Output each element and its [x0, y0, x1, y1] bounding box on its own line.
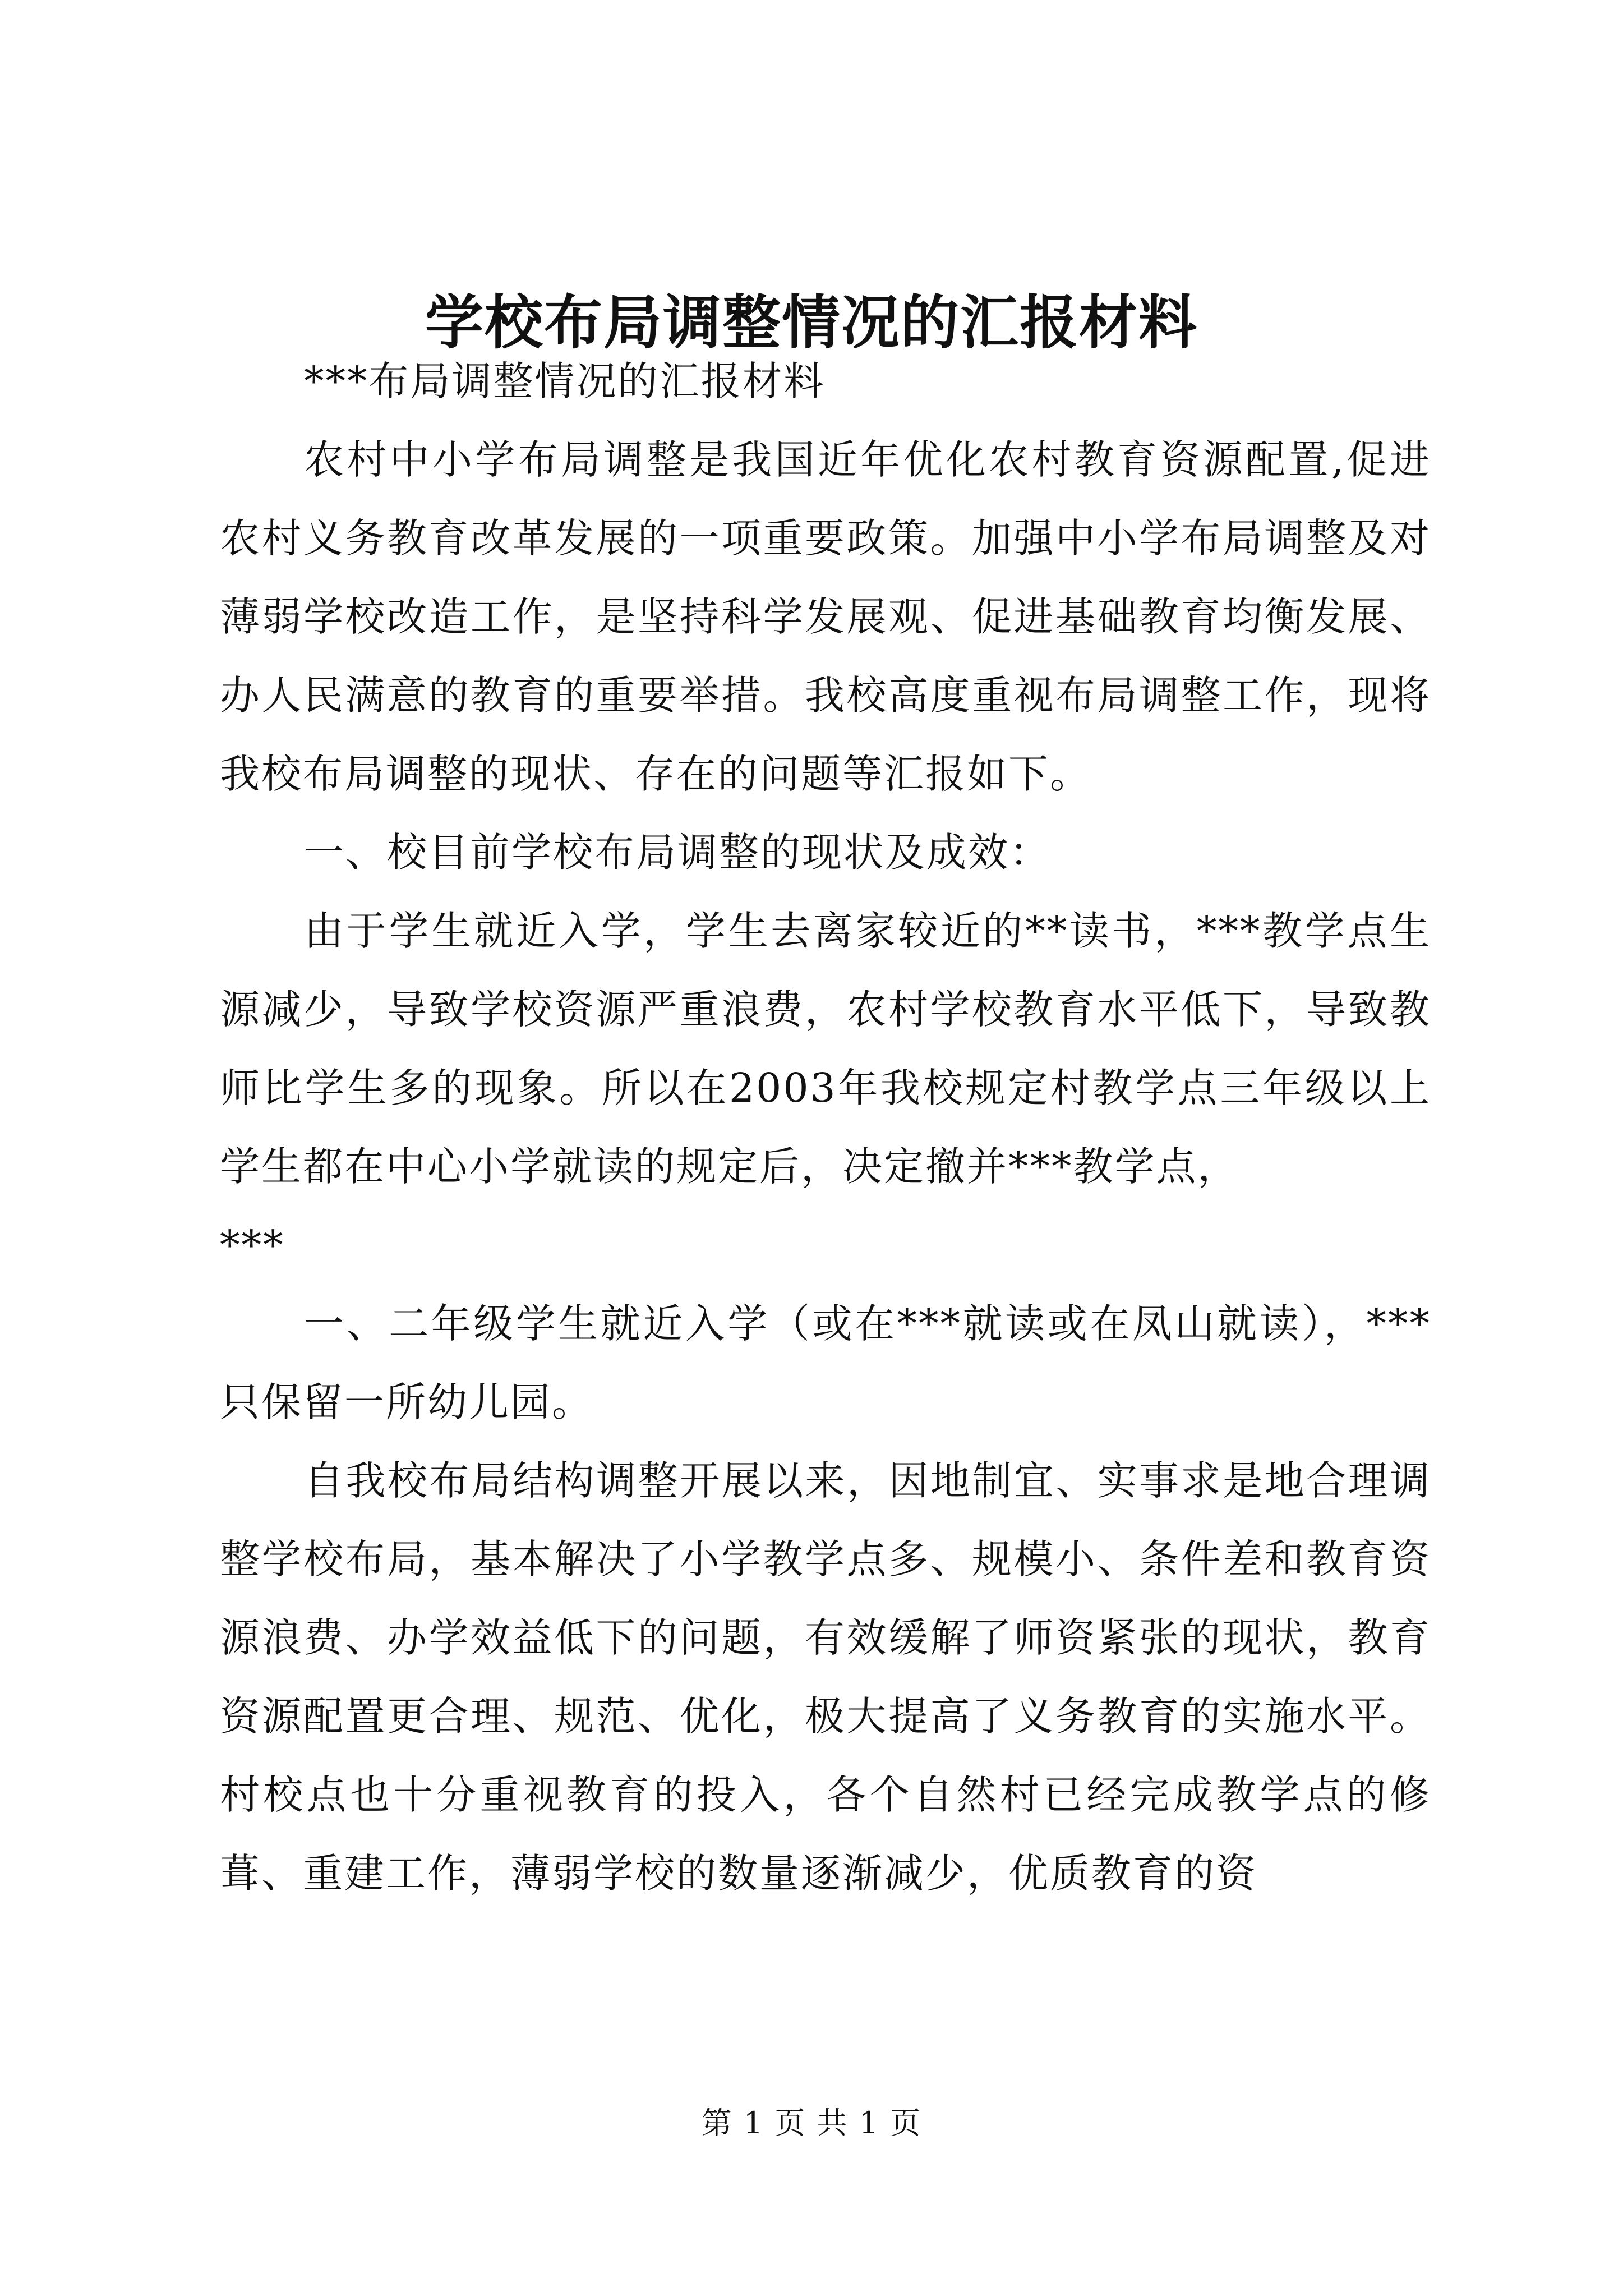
document-body — [220, 342, 1431, 1913]
grade-paragraph: 一、二年级学生就近入学（或在***就读或在凤山就读），***只保留一所幼儿园。 — [220, 1300, 1431, 1425]
intro-paragraph: 农村中小学布局调整是我国近年优化农村教育资源配置,促进农村义务教育改革发展的一项重要政策。加强中小学布局调整及对薄弱学校改造工作，是坚持科学发展观、促进基础教育均衡发展、办人民满意的教育的重要举措。我校高度重视布局调整工作，现将我校布局调整的现状、存在的问题等汇报如下。 — [220, 436, 1431, 797]
results-paragraph: 自我校布局结构调整开展以来，因地制宜、实事求是地合理调整学校布局，基本解决了小学教学点多、规模小、条件差和教育资源浪费、办学效益低下的问题，有效缓解了师资紧张的现状，教育资源配置更合理、规范、优化，极大提高了义务教育的实施水平。村校点也十分重视教育的投入，各个自然村已经完成教学点的修葺、重建工作，薄弱学校的数量逐渐减少，优质教育的资 — [220, 1457, 1431, 1897]
section-heading-1: 一、校目前学校布局调整的现状及成效： — [304, 829, 1052, 876]
page-footer: 第 1 页 共 1 页 — [701, 2105, 922, 2141]
asterisk-line: *** — [220, 1222, 285, 1268]
document-title: 学校布局调整情况的汇报材料 — [425, 288, 1198, 357]
subtitle-paragraph: ***布局调整情况的汇报材料 — [304, 358, 826, 404]
status-paragraph: 由于学生就近入学，学生去离家较近的**读书，***教学点生源减少，导致学校资源严重浪费，农村学校教育水平低下，导致教师比学生多的现象。所以在2003年我校规定村教学点三年级以上学生都在中心小学就读的规定后，决定撤并***教学点， — [220, 908, 1431, 1190]
